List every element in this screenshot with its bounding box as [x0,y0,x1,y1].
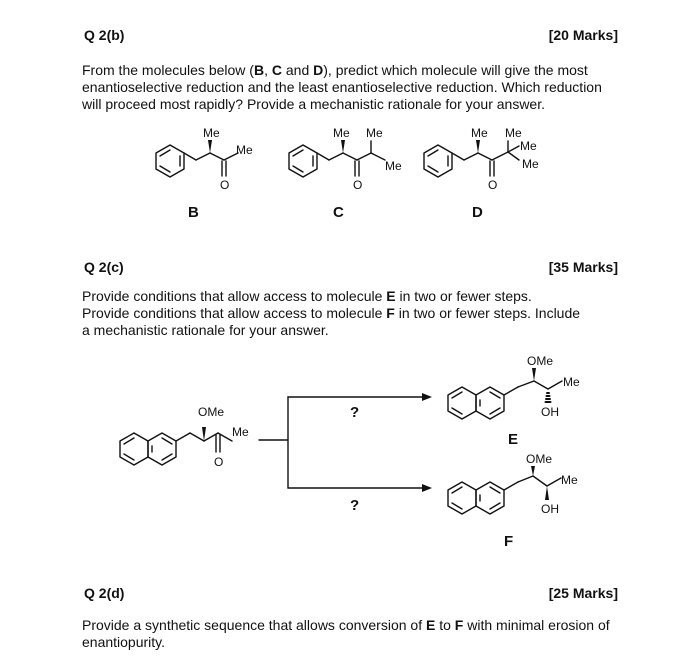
b-me-top: Me [203,126,220,140]
molecule-d [424,126,539,221]
wedge-bond [476,140,480,153]
hash-bond [546,393,551,402]
arrow-top-label: ? [350,404,360,421]
q2d-marks: [25 Marks] [548,585,618,601]
label-f: F [504,533,514,550]
q2b-marks: [20 Marks] [548,27,618,43]
label-c: C [333,204,344,221]
q2d-question-text: Provide a synthetic sequence that allows conversion of E to F with minimal erosion of enantiopurity. [82,617,610,650]
q2c-marks: [35 Marks] [548,259,618,275]
f-oh: OH [541,502,559,516]
d-me-right-2: Me [522,157,539,171]
c-me-top-2: Me [366,126,383,140]
arrowhead-bottom [422,484,432,492]
b-me-right: Me [236,143,253,157]
q2d-heading: Q 2(d) [84,585,125,601]
e-ome: OMe [527,354,554,368]
f-ome: OMe [526,452,553,466]
d-me-right-1: Me [520,139,537,153]
d-oxygen: O [488,178,498,192]
wedge-bond [531,466,535,476]
molecule-b [156,126,253,221]
starting-material [120,405,249,469]
wedge-bond [341,140,345,153]
sm-ome: OMe [198,405,225,419]
molecule-c [289,126,402,221]
reaction-arrows [259,393,432,514]
product-f [448,452,578,550]
product-e [448,354,580,448]
label-b: B [188,204,199,221]
sm-oxygen: O [214,455,224,469]
d-me-top-1: Me [471,126,488,140]
wedge-bond [532,368,536,381]
c-me-top-1: Me [333,126,350,140]
b-oxygen: O [220,178,230,192]
arrowhead-top [422,393,432,401]
c-me-right: Me [385,159,402,173]
label-e: E [508,431,519,448]
wedge-bond [208,140,212,153]
d-me-top-2: Me [505,126,522,140]
c-oxygen: O [353,178,363,192]
arrow-bottom-label: ? [350,497,360,514]
sm-me: Me [232,425,249,439]
q2c-heading: Q 2(c) [84,259,124,275]
wedge-bond [202,427,206,441]
e-oh: OH [541,405,559,419]
wedge-bond-oh [545,486,549,500]
label-d: D [472,204,483,221]
f-me: Me [561,473,578,487]
q2b-question-text: From the molecules below (B, C and D), predict which molecule will give the most enantioselective reduction and the least enantioselective reduction. Which reduction will proceed most rapidly? Provide a mechanistic rationale for your answer. [82,62,602,112]
q2b-heading: Q 2(b) [84,27,125,43]
e-me: Me [563,375,580,389]
q2c-question-text: Provide conditions that allow access to molecule E in two or fewer steps. Provide conditions that allow access to molecule F in two or fewer steps. Include a mechanistic rationale for your answer. [82,288,581,338]
